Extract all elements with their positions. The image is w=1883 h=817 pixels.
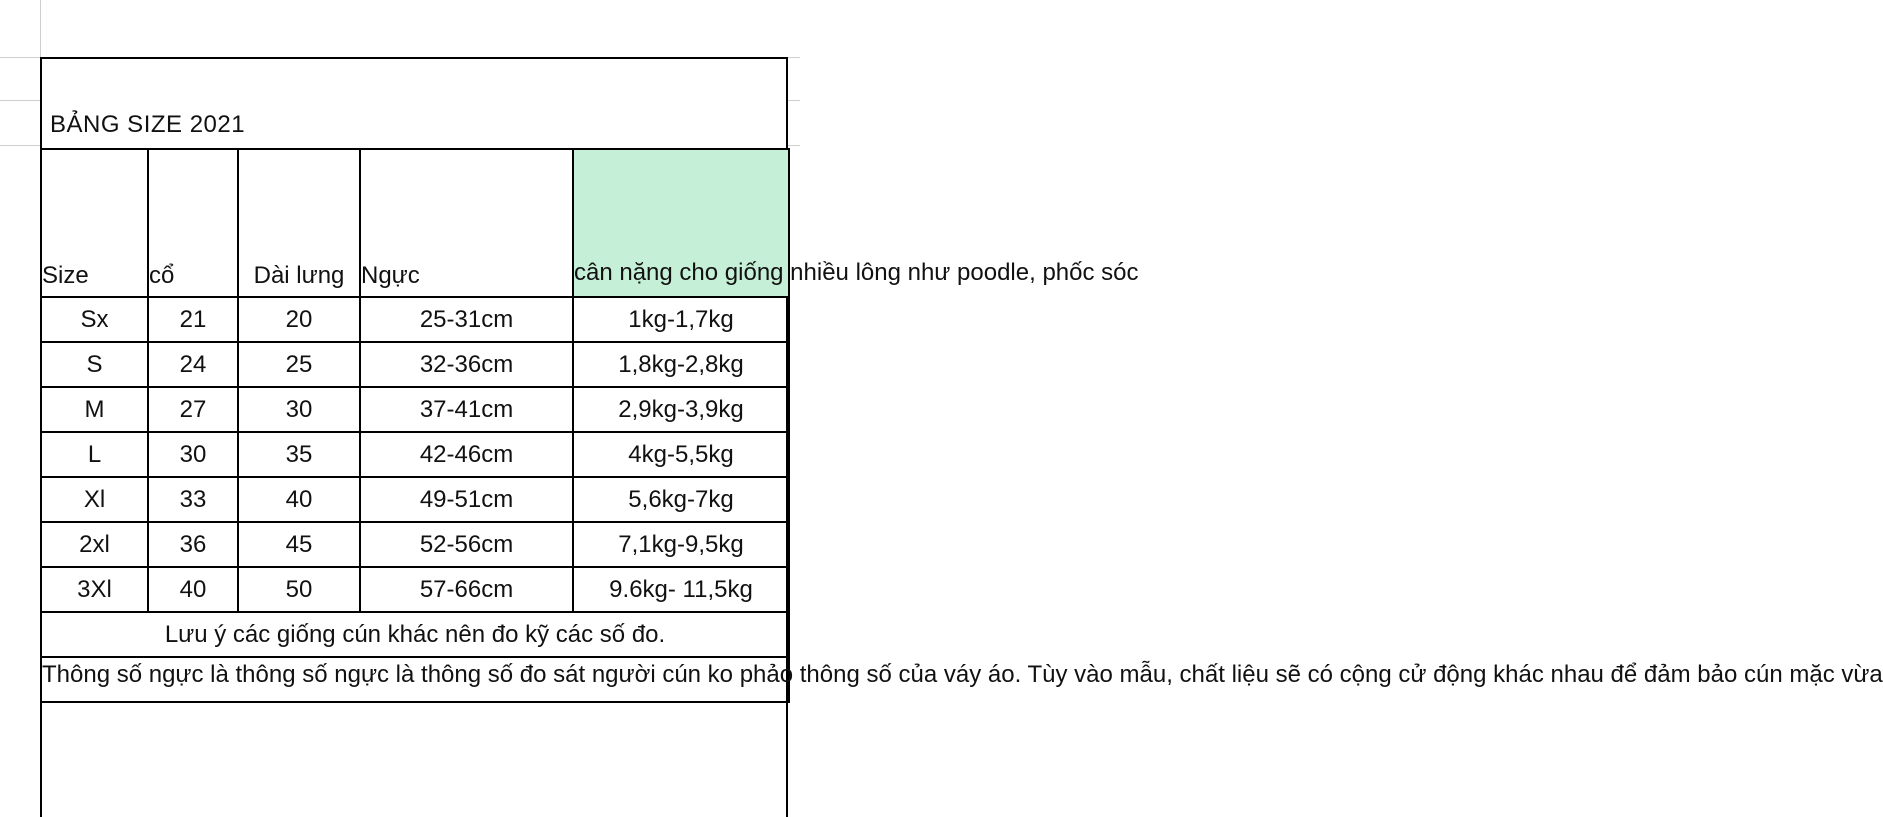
cell-chest[interactable]: 52-56cm — [360, 522, 573, 567]
cell-size[interactable]: M — [41, 387, 148, 432]
cell-chest[interactable]: 42-46cm — [360, 432, 573, 477]
description-cell[interactable]: Thông số ngực là thông số ngực là thông số đo sát người cún ko phảo thông số của váy áo. Tùy vào mẫu, chất liệu sẽ có cộng cử động khác nhau để đảm bảo cún mặc vừa — [41, 657, 789, 702]
table-row — [41, 432, 789, 477]
note-cell[interactable]: Lưu ý các giống cún khác nên đo kỹ các số đo. — [41, 612, 789, 657]
description-row — [41, 657, 789, 702]
cell-neck[interactable]: 27 — [148, 387, 238, 432]
header-size[interactable]: Size — [41, 149, 148, 297]
cell-size[interactable]: Sx — [41, 297, 148, 342]
cell-weight[interactable]: 7,1kg-9,5kg — [573, 522, 789, 567]
cell-weight[interactable]: 1kg-1,7kg — [573, 297, 789, 342]
cell-weight[interactable]: 4kg-5,5kg — [573, 432, 789, 477]
cell-size[interactable]: S — [41, 342, 148, 387]
header-weight[interactable]: cân nặng cho giống nhiều lông như poodle, phốc sóc — [573, 149, 789, 297]
cell-neck[interactable]: 36 — [148, 522, 238, 567]
cell-chest[interactable]: 32-36cm — [360, 342, 573, 387]
cell-chest[interactable]: 25-31cm — [360, 297, 573, 342]
cell-size[interactable]: 3Xl — [41, 567, 148, 612]
cell-neck[interactable]: 40 — [148, 567, 238, 612]
table-row — [41, 342, 789, 387]
size-table — [40, 148, 1883, 703]
cell-weight[interactable]: 1,8kg-2,8kg — [573, 342, 789, 387]
table-row — [41, 477, 789, 522]
cell-back-length[interactable]: 40 — [238, 477, 360, 522]
cell-back-length[interactable]: 25 — [238, 342, 360, 387]
cell-weight[interactable]: 9.6kg- 11,5kg — [573, 567, 789, 612]
cell-back-length[interactable]: 35 — [238, 432, 360, 477]
cell-back-length[interactable]: 30 — [238, 387, 360, 432]
table-row — [41, 567, 789, 612]
note-row — [41, 612, 789, 657]
cell-back-length[interactable]: 20 — [238, 297, 360, 342]
cell-size[interactable]: 2xl — [41, 522, 148, 567]
table-row — [41, 297, 789, 342]
cell-weight[interactable]: 2,9kg-3,9kg — [573, 387, 789, 432]
header-neck[interactable]: cổ — [148, 149, 238, 297]
sheet-title: BẢNG SIZE 2021 — [50, 111, 246, 138]
cell-weight[interactable]: 5,6kg-7kg — [573, 477, 789, 522]
cell-neck[interactable]: 30 — [148, 432, 238, 477]
header-back-length[interactable]: Dài lưng — [238, 149, 360, 297]
cell-chest[interactable]: 57-66cm — [360, 567, 573, 612]
cell-size[interactable]: Xl — [41, 477, 148, 522]
cell-neck[interactable]: 33 — [148, 477, 238, 522]
cell-chest[interactable]: 49-51cm — [360, 477, 573, 522]
table-row — [41, 522, 789, 567]
table-row — [41, 387, 789, 432]
cell-neck[interactable]: 24 — [148, 342, 238, 387]
cell-neck[interactable]: 21 — [148, 297, 238, 342]
cell-back-length[interactable]: 45 — [238, 522, 360, 567]
size-chart-sheet — [40, 57, 1883, 817]
cell-size[interactable]: L — [41, 432, 148, 477]
cell-back-length[interactable]: 50 — [238, 567, 360, 612]
header-chest[interactable]: Ngực — [360, 149, 573, 297]
header-row — [41, 149, 789, 297]
cell-chest[interactable]: 37-41cm — [360, 387, 573, 432]
